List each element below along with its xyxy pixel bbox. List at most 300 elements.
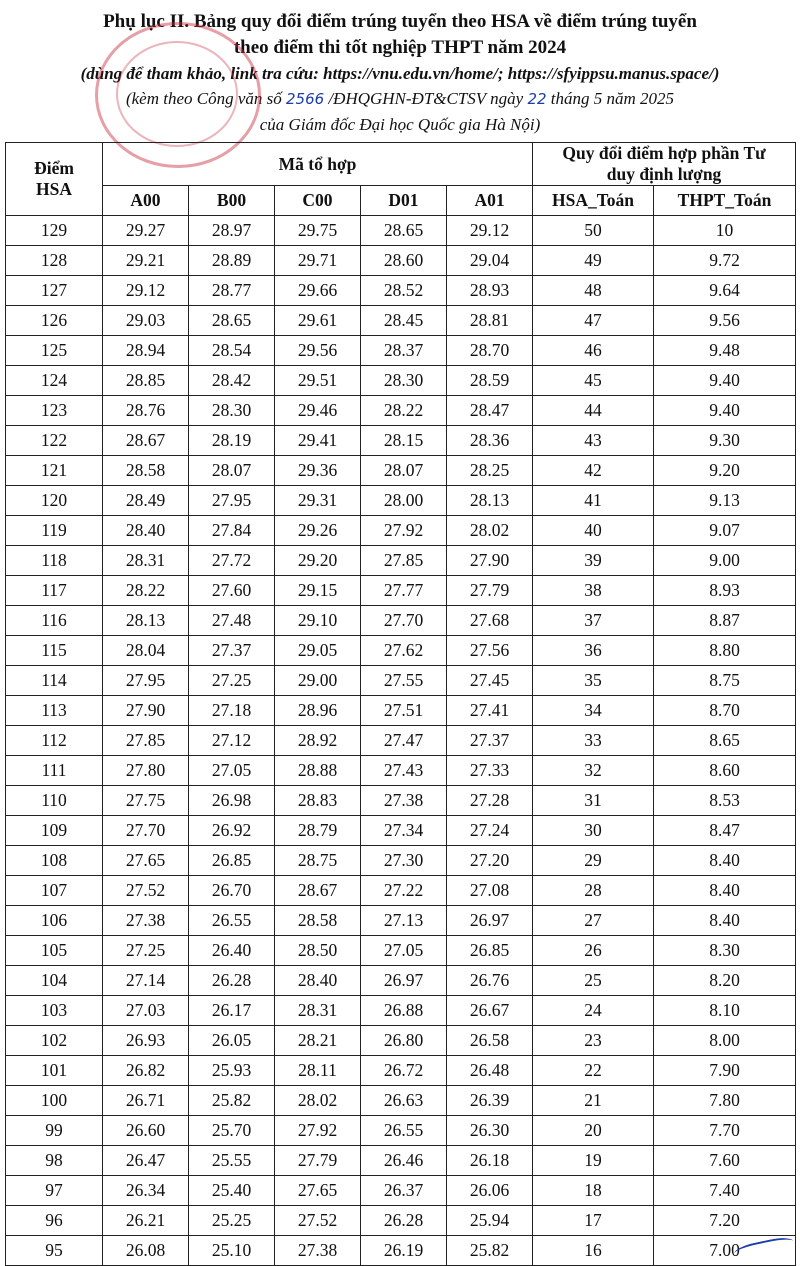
table-row — [6, 276, 796, 306]
table-cell: 23 — [533, 1026, 654, 1056]
table-cell: 28.13 — [447, 486, 533, 516]
table-cell: 129 — [6, 216, 103, 246]
table-cell: 7.00 — [654, 1236, 796, 1266]
table-row — [6, 606, 796, 636]
table-cell: 22 — [533, 1056, 654, 1086]
table-cell: 44 — [533, 396, 654, 426]
table-cell: 27.60 — [189, 576, 275, 606]
table-cell: 101 — [6, 1056, 103, 1086]
table-cell: 43 — [533, 426, 654, 456]
table-cell: 27.37 — [189, 636, 275, 666]
table-cell: 28.70 — [447, 336, 533, 366]
dispatch-note — [0, 88, 800, 110]
conversion-table — [5, 142, 796, 1266]
table-cell: 28.75 — [275, 846, 361, 876]
table-cell: 27.51 — [361, 696, 447, 726]
table-cell: 115 — [6, 636, 103, 666]
table-cell: 27.08 — [447, 876, 533, 906]
table-cell: 26.06 — [447, 1176, 533, 1206]
title-line-2: theo điểm thi tốt nghiệp THPT năm 2024 — [233, 37, 567, 58]
header-col-d01: D01 — [361, 186, 447, 216]
table-cell: 28.22 — [103, 576, 189, 606]
table-cell: 28.37 — [361, 336, 447, 366]
table-cell: 25.82 — [447, 1236, 533, 1266]
table-cell: 36 — [533, 636, 654, 666]
table-cell: 27.05 — [189, 756, 275, 786]
table-cell: 31 — [533, 786, 654, 816]
table-cell: 28.04 — [103, 636, 189, 666]
table-cell: 26.08 — [103, 1236, 189, 1266]
table-cell: 26.28 — [361, 1206, 447, 1236]
table-cell: 123 — [6, 396, 103, 426]
table-cell: 121 — [6, 456, 103, 486]
table-cell: 7.80 — [654, 1086, 796, 1116]
table-cell: 29.00 — [275, 666, 361, 696]
table-row — [6, 1026, 796, 1056]
table-cell: 28.02 — [275, 1086, 361, 1116]
table-row — [6, 1176, 796, 1206]
table-cell: 28.31 — [103, 546, 189, 576]
table-cell: 27.37 — [447, 726, 533, 756]
table-cell: 8.20 — [654, 966, 796, 996]
table-cell: 8.40 — [654, 906, 796, 936]
table-cell: 28.31 — [275, 996, 361, 1026]
table-row — [6, 726, 796, 756]
table-cell: 20 — [533, 1116, 654, 1146]
table-cell: 26.47 — [103, 1146, 189, 1176]
table-cell: 29.05 — [275, 636, 361, 666]
table-cell: 28.65 — [361, 216, 447, 246]
table-cell: 27.38 — [103, 906, 189, 936]
table-row — [6, 216, 796, 246]
table-cell: 27.24 — [447, 816, 533, 846]
table-cell: 26.76 — [447, 966, 533, 996]
table-cell: 29.61 — [275, 306, 361, 336]
table-cell: 27.79 — [275, 1146, 361, 1176]
table-cell: 27.80 — [103, 756, 189, 786]
table-cell: 28.59 — [447, 366, 533, 396]
table-cell: 98 — [6, 1146, 103, 1176]
table-cell: 28.49 — [103, 486, 189, 516]
table-cell: 27.52 — [103, 876, 189, 906]
table-cell: 27.25 — [103, 936, 189, 966]
table-cell: 35 — [533, 666, 654, 696]
table-cell: 34 — [533, 696, 654, 726]
table-cell: 27.14 — [103, 966, 189, 996]
table-cell: 33 — [533, 726, 654, 756]
table-cell: 27.79 — [447, 576, 533, 606]
table-cell: 95 — [6, 1236, 103, 1266]
table-row — [6, 786, 796, 816]
table-cell: 26.37 — [361, 1176, 447, 1206]
table-cell: 27.92 — [275, 1116, 361, 1146]
table-cell: 41 — [533, 486, 654, 516]
table-cell: 8.47 — [654, 816, 796, 846]
table-row — [6, 486, 796, 516]
table-cell: 27.13 — [361, 906, 447, 936]
table-cell: 28.36 — [447, 426, 533, 456]
table-cell: 26.97 — [447, 906, 533, 936]
table-cell: 26.85 — [189, 846, 275, 876]
table-cell: 28.02 — [447, 516, 533, 546]
table-cell: 8.87 — [654, 606, 796, 636]
table-cell: 28.47 — [447, 396, 533, 426]
table-cell: 26.58 — [447, 1026, 533, 1056]
table-cell: 50 — [533, 216, 654, 246]
table-cell: 7.40 — [654, 1176, 796, 1206]
table-row — [6, 336, 796, 366]
table-cell: 28.89 — [189, 246, 275, 276]
table-cell: 26.67 — [447, 996, 533, 1026]
table-cell: 25.55 — [189, 1146, 275, 1176]
table-cell: 7.20 — [654, 1206, 796, 1236]
title-line-1: Phụ lục II. Bảng quy đổi điểm trúng tuyển theo HSA về điểm trúng tuyển — [103, 11, 697, 32]
table-cell: 49 — [533, 246, 654, 276]
table-cell: 28.77 — [189, 276, 275, 306]
table-cell: 26.70 — [189, 876, 275, 906]
table-cell: 27.30 — [361, 846, 447, 876]
table-cell: 40 — [533, 516, 654, 546]
table-row — [6, 1236, 796, 1266]
table-cell: 10 — [654, 216, 796, 246]
table-cell: 30 — [533, 816, 654, 846]
table-row — [6, 1086, 796, 1116]
table-row — [6, 516, 796, 546]
table-row — [6, 906, 796, 936]
table-cell: 29.66 — [275, 276, 361, 306]
table-cell: 27 — [533, 906, 654, 936]
table-cell: 113 — [6, 696, 103, 726]
table-cell: 27.90 — [447, 546, 533, 576]
table-cell: 29.31 — [275, 486, 361, 516]
table-cell: 25.82 — [189, 1086, 275, 1116]
table-cell: 28.97 — [189, 216, 275, 246]
table-cell: 27.33 — [447, 756, 533, 786]
table-cell: 8.30 — [654, 936, 796, 966]
table-row — [6, 876, 796, 906]
table-cell: 26.60 — [103, 1116, 189, 1146]
table-cell: 25.40 — [189, 1176, 275, 1206]
table-cell: 27.05 — [361, 936, 447, 966]
table-cell: 17 — [533, 1206, 654, 1236]
table-cell: 27.70 — [361, 606, 447, 636]
table-cell: 127 — [6, 276, 103, 306]
table-cell: 32 — [533, 756, 654, 786]
table-cell: 9.56 — [654, 306, 796, 336]
table-row — [6, 936, 796, 966]
table-cell: 16 — [533, 1236, 654, 1266]
table-cell: 26.63 — [361, 1086, 447, 1116]
table-cell: 38 — [533, 576, 654, 606]
table-cell: 26.98 — [189, 786, 275, 816]
table-cell: 102 — [6, 1026, 103, 1056]
table-row — [6, 576, 796, 606]
table-cell: 26.28 — [189, 966, 275, 996]
table-cell: 27.38 — [275, 1236, 361, 1266]
table-cell: 28.60 — [361, 246, 447, 276]
table-cell: 27.85 — [103, 726, 189, 756]
table-cell: 26 — [533, 936, 654, 966]
table-cell: 100 — [6, 1086, 103, 1116]
table-cell: 8.60 — [654, 756, 796, 786]
table-cell: 27.85 — [361, 546, 447, 576]
table-cell: 28.58 — [103, 456, 189, 486]
reference-note: (dùng để tham khảo, link tra cứu: https://vnu.edu.vn/home/; https://sfyippsu.manus.space/) — [80, 64, 720, 83]
table-cell: 28.93 — [447, 276, 533, 306]
table-cell: 27.68 — [447, 606, 533, 636]
table-cell: 125 — [6, 336, 103, 366]
table-cell: 28.30 — [361, 366, 447, 396]
table-row — [6, 996, 796, 1026]
table-row — [6, 1056, 796, 1086]
table-cell: 120 — [6, 486, 103, 516]
table-cell: 26.97 — [361, 966, 447, 996]
table-cell: 27.56 — [447, 636, 533, 666]
header-combination-group: Mã tổ hợp — [103, 143, 533, 186]
table-cell: 28.92 — [275, 726, 361, 756]
table-cell: 9.40 — [654, 396, 796, 426]
table-cell: 28 — [533, 876, 654, 906]
table-cell: 105 — [6, 936, 103, 966]
table-cell: 28.50 — [275, 936, 361, 966]
table-cell: 26.34 — [103, 1176, 189, 1206]
table-cell: 8.40 — [654, 846, 796, 876]
table-cell: 28.45 — [361, 306, 447, 336]
table-row — [6, 756, 796, 786]
table-cell: 28.88 — [275, 756, 361, 786]
table-cell: 27.52 — [275, 1206, 361, 1236]
doc-day-handwritten: 22 — [527, 90, 547, 108]
table-row — [6, 306, 796, 336]
table-cell: 27.43 — [361, 756, 447, 786]
table-cell: 8.40 — [654, 876, 796, 906]
table-cell: 27.75 — [103, 786, 189, 816]
table-cell: 29.46 — [275, 396, 361, 426]
table-cell: 26.05 — [189, 1026, 275, 1056]
table-cell: 122 — [6, 426, 103, 456]
table-row — [6, 456, 796, 486]
header-col-b00: B00 — [189, 186, 275, 216]
table-cell: 28.65 — [189, 306, 275, 336]
table-cell: 27.84 — [189, 516, 275, 546]
table-cell: 8.80 — [654, 636, 796, 666]
table-cell: 26.92 — [189, 816, 275, 846]
table-cell: 37 — [533, 606, 654, 636]
table-cell: 27.92 — [361, 516, 447, 546]
table-cell: 106 — [6, 906, 103, 936]
table-cell: 27.48 — [189, 606, 275, 636]
table-cell: 27.65 — [275, 1176, 361, 1206]
table-cell: 107 — [6, 876, 103, 906]
table-cell: 27.25 — [189, 666, 275, 696]
table-cell: 26.55 — [189, 906, 275, 936]
table-cell: 117 — [6, 576, 103, 606]
table-cell: 7.60 — [654, 1146, 796, 1176]
table-cell: 26.46 — [361, 1146, 447, 1176]
table-cell: 124 — [6, 366, 103, 396]
table-row — [6, 1146, 796, 1176]
table-cell: 25.10 — [189, 1236, 275, 1266]
table-cell: 29.12 — [447, 216, 533, 246]
table-cell: 28.76 — [103, 396, 189, 426]
table-cell: 25.70 — [189, 1116, 275, 1146]
table-cell: 29.36 — [275, 456, 361, 486]
table-cell: 29.04 — [447, 246, 533, 276]
table-cell: 26.21 — [103, 1206, 189, 1236]
table-cell: 126 — [6, 306, 103, 336]
table-cell: 119 — [6, 516, 103, 546]
table-cell: 29.12 — [103, 276, 189, 306]
table-row — [6, 666, 796, 696]
table-cell: 27.28 — [447, 786, 533, 816]
table-cell: 28.13 — [103, 606, 189, 636]
table-cell: 28.19 — [189, 426, 275, 456]
table-cell: 29.56 — [275, 336, 361, 366]
table-cell: 28.58 — [275, 906, 361, 936]
table-cell: 9.07 — [654, 516, 796, 546]
table-cell: 29.20 — [275, 546, 361, 576]
table-row — [6, 426, 796, 456]
table-cell: 8.10 — [654, 996, 796, 1026]
table-row — [6, 846, 796, 876]
table-cell: 26.40 — [189, 936, 275, 966]
table-cell: 24 — [533, 996, 654, 1026]
table-cell: 27.45 — [447, 666, 533, 696]
table-cell: 28.40 — [275, 966, 361, 996]
table-cell: 47 — [533, 306, 654, 336]
table-cell: 26.30 — [447, 1116, 533, 1146]
table-row — [6, 246, 796, 276]
table-cell: 28.52 — [361, 276, 447, 306]
table-cell: 116 — [6, 606, 103, 636]
table-cell: 26.18 — [447, 1146, 533, 1176]
table-cell: 27.62 — [361, 636, 447, 666]
table-cell: 28.67 — [275, 876, 361, 906]
table-row — [6, 696, 796, 726]
table-cell: 9.64 — [654, 276, 796, 306]
table-cell: 27.22 — [361, 876, 447, 906]
table-row — [6, 1116, 796, 1146]
table-cell: 111 — [6, 756, 103, 786]
table-row — [6, 636, 796, 666]
header-col-a01: A01 — [447, 186, 533, 216]
table-cell: 29.21 — [103, 246, 189, 276]
table-cell: 118 — [6, 546, 103, 576]
table-cell: 112 — [6, 726, 103, 756]
dispatch-note-pre: (kèm theo Công văn số — [125, 89, 287, 108]
table-cell: 28.25 — [447, 456, 533, 486]
table-cell: 114 — [6, 666, 103, 696]
table-cell: 19 — [533, 1146, 654, 1176]
table-cell: 8.93 — [654, 576, 796, 606]
table-cell: 27.95 — [189, 486, 275, 516]
table-cell: 28.21 — [275, 1026, 361, 1056]
table-cell: 26.55 — [361, 1116, 447, 1146]
table-cell: 27.55 — [361, 666, 447, 696]
table-cell: 27.41 — [447, 696, 533, 726]
header-col-hsa-toan: HSA_Toán — [533, 186, 654, 216]
table-cell: 28.07 — [189, 456, 275, 486]
table-cell: 26.19 — [361, 1236, 447, 1266]
table-cell: 29.26 — [275, 516, 361, 546]
table-cell: 29.10 — [275, 606, 361, 636]
table-row — [6, 816, 796, 846]
table-cell: 26.93 — [103, 1026, 189, 1056]
table-cell: 8.75 — [654, 666, 796, 696]
table-row — [6, 546, 796, 576]
header-conversion-group: Quy đổi điểm hợp phần Tư duy định lượng — [533, 143, 796, 186]
table-cell: 8.70 — [654, 696, 796, 726]
table-row — [6, 966, 796, 996]
table-cell: 45 — [533, 366, 654, 396]
table-cell: 29.03 — [103, 306, 189, 336]
table-cell: 26.82 — [103, 1056, 189, 1086]
table-cell: 26.48 — [447, 1056, 533, 1086]
table-cell: 29.71 — [275, 246, 361, 276]
table-cell: 8.65 — [654, 726, 796, 756]
table-cell: 8.53 — [654, 786, 796, 816]
table-cell: 25.93 — [189, 1056, 275, 1086]
table-cell: 26.72 — [361, 1056, 447, 1086]
header-col-a00: A00 — [103, 186, 189, 216]
table-row — [6, 1206, 796, 1236]
table-cell: 27.70 — [103, 816, 189, 846]
table-cell: 29 — [533, 846, 654, 876]
table-cell: 9.30 — [654, 426, 796, 456]
table-cell: 27.03 — [103, 996, 189, 1026]
table-row — [6, 366, 796, 396]
table-cell: 25 — [533, 966, 654, 996]
table-cell: 27.72 — [189, 546, 275, 576]
table-cell: 99 — [6, 1116, 103, 1146]
table-cell: 28.07 — [361, 456, 447, 486]
table-cell: 7.70 — [654, 1116, 796, 1146]
table-cell: 29.15 — [275, 576, 361, 606]
table-cell: 18 — [533, 1176, 654, 1206]
table-row — [6, 396, 796, 426]
table-cell: 27.12 — [189, 726, 275, 756]
table-cell: 27.77 — [361, 576, 447, 606]
table-cell: 26.85 — [447, 936, 533, 966]
table-cell: 27.18 — [189, 696, 275, 726]
table-cell: 108 — [6, 846, 103, 876]
table-cell: 8.00 — [654, 1026, 796, 1056]
table-cell: 28.42 — [189, 366, 275, 396]
table-cell: 9.72 — [654, 246, 796, 276]
table-cell: 26.17 — [189, 996, 275, 1026]
table-cell: 28.81 — [447, 306, 533, 336]
table-cell: 27.90 — [103, 696, 189, 726]
table-cell: 9.13 — [654, 486, 796, 516]
table-cell: 28.67 — [103, 426, 189, 456]
table-cell: 9.40 — [654, 366, 796, 396]
table-cell: 128 — [6, 246, 103, 276]
table-cell: 28.54 — [189, 336, 275, 366]
table-cell: 21 — [533, 1086, 654, 1116]
table-cell: 27.65 — [103, 846, 189, 876]
table-cell: 42 — [533, 456, 654, 486]
table-cell: 27.38 — [361, 786, 447, 816]
table-cell: 29.27 — [103, 216, 189, 246]
table-cell: 28.22 — [361, 396, 447, 426]
table-cell: 96 — [6, 1206, 103, 1236]
table-cell: 28.30 — [189, 396, 275, 426]
table-cell: 46 — [533, 336, 654, 366]
table-cell: 9.00 — [654, 546, 796, 576]
table-cell: 27.34 — [361, 816, 447, 846]
table-cell: 28.83 — [275, 786, 361, 816]
table-cell: 29.75 — [275, 216, 361, 246]
